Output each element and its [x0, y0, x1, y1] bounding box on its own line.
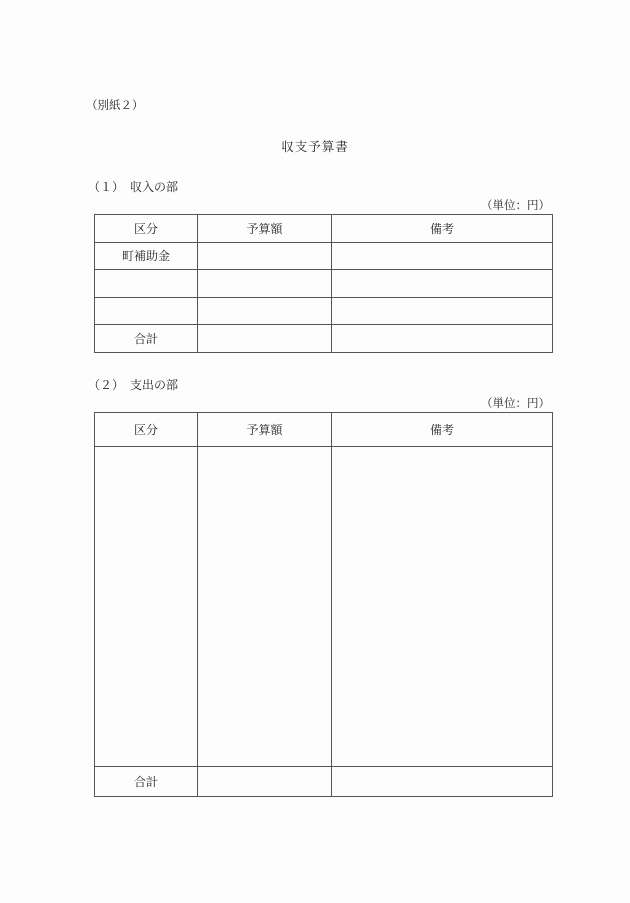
total-amount-cell[interactable]: [198, 325, 332, 353]
category-cell[interactable]: [95, 297, 198, 325]
amount-cell[interactable]: [198, 270, 332, 298]
income-unit-label: （単位：円）: [481, 198, 550, 212]
amount-cell[interactable]: [198, 447, 332, 767]
column-header-category: 区分: [95, 413, 198, 447]
column-header-note: 備考: [332, 215, 553, 243]
note-cell[interactable]: [332, 297, 553, 325]
attachment-label: （別紙２）: [86, 98, 144, 112]
income-section-heading: （１） 収入の部: [88, 180, 179, 194]
note-cell[interactable]: [332, 242, 553, 270]
column-header-amount: 予算額: [198, 215, 332, 243]
total-row: [95, 767, 553, 797]
table-header-row: [95, 413, 553, 447]
amount-cell[interactable]: [198, 242, 332, 270]
category-cell[interactable]: [95, 270, 198, 298]
total-note-cell[interactable]: [332, 767, 553, 797]
column-header-note: 備考: [332, 413, 553, 447]
table-row: [95, 270, 553, 298]
column-header-category: 区分: [95, 215, 198, 243]
expense-unit-label: （単位：円）: [481, 396, 550, 410]
total-amount-cell[interactable]: [198, 767, 332, 797]
total-note-cell[interactable]: [332, 325, 553, 353]
note-cell[interactable]: [332, 447, 553, 767]
document-title: 収支予算書: [281, 139, 349, 154]
table-header-row: [95, 215, 553, 243]
table-row: [95, 297, 553, 325]
expense-table: [94, 412, 553, 797]
category-cell[interactable]: [95, 447, 198, 767]
column-header-amount: 予算額: [198, 413, 332, 447]
note-cell[interactable]: [332, 270, 553, 298]
total-label: 合計: [95, 325, 198, 353]
expense-section-heading: （２） 支出の部: [88, 378, 179, 392]
table-row: [95, 242, 553, 270]
table-row: [95, 447, 553, 767]
total-label: 合計: [95, 767, 198, 797]
amount-cell[interactable]: [198, 297, 332, 325]
category-cell[interactable]: 町補助金: [95, 242, 198, 270]
income-table: [94, 214, 553, 353]
total-row: [95, 325, 553, 353]
